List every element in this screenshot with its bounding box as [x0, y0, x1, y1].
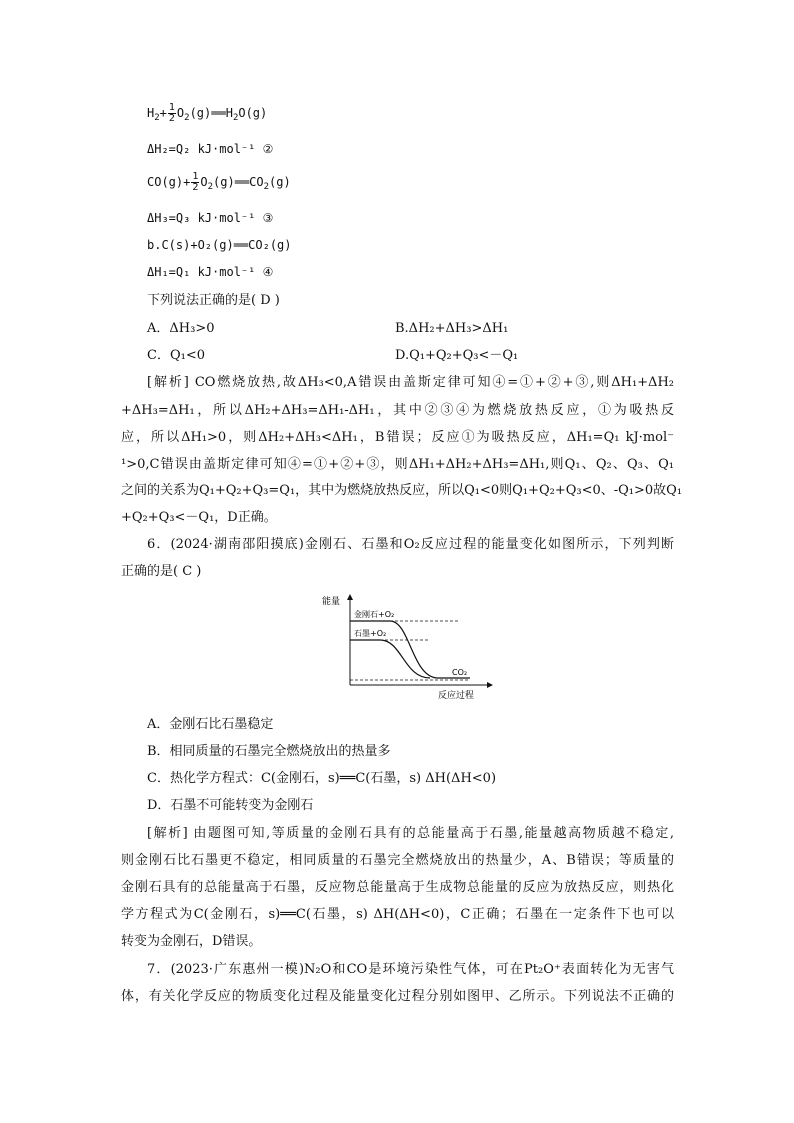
y-axis-label: 能量 [322, 597, 341, 607]
equation-4: b.C(s)+O₂(g)══CO₂(g) [147, 238, 292, 252]
q6-stem-line: 6．(2024·湖南邵阳摸底)金刚石、石墨和O₂反应过程的能量变化如图所示，下列判断 [147, 537, 674, 552]
q7-stem-line: 体，有关化学反应的物质变化过程及能量变化过程分别如图甲、乙所示。下列说法不正确的 [121, 989, 674, 1004]
diamond-label: 金刚石+O₂ [354, 610, 395, 619]
q5-option-c: C．Q₁<0 [147, 348, 205, 363]
q6-explanation-line: 金刚石具有的总能量高于石墨，反应物总能量高于生成物总能量的反应为放热反应，则热化 [121, 880, 674, 895]
q5-explanation-line: +Q₂+Q₃<－Q₁，D正确。 [121, 510, 277, 525]
graphite-label: 石墨+O₂ [354, 629, 387, 638]
q5-option-a: A．ΔH₃>0 [147, 321, 215, 336]
x-axis-label: 反应过程 [438, 691, 475, 701]
q6-option-c: C．热化学方程式：C(金刚石，s)══C(石墨，s) ΔH(ΔH<0) [147, 771, 497, 786]
q5-explanation-line: 应，所以ΔH₁>0，则ΔH₂+ΔH₃<ΔH₁，B错误；反应①为吸热反应，ΔH₁=Q₁ kJ·mol⁻ [121, 430, 674, 445]
q6-option-a: A．金刚石比石墨稳定 [147, 717, 274, 732]
q5-stem: 下列说法正确的是( D ) [147, 293, 280, 308]
product-label: CO₂ [452, 668, 468, 677]
q5-explanation-line: 之间的关系为Q₁+Q₂+Q₃=Q₁，其中为燃烧放热反应，所以Q₁<0则Q₁+Q₂+Q₃<0、-Q₁>0故Q₁ [121, 483, 683, 498]
q5-option-b: B.ΔH₂+ΔH₃>ΔH₁ [395, 321, 509, 336]
delta-h1-line: ΔH₁=Q₁ kJ·mol⁻¹ ④ [147, 265, 274, 279]
q5-explanation-line: ¹>0,C错误由盖斯定律可知④=①+②+③，则ΔH₁+ΔH₂+ΔH₃=ΔH₁,则Q₁、Q₂、Q₃、Q₁ [121, 457, 674, 472]
q6-explanation-line: 则金刚石比石墨更不稳定，相同质量的石墨完全燃烧放出的热量少，A、B错误；等质量的 [121, 853, 674, 868]
q6-explanation-line: 转变为金刚石，D错误。 [121, 934, 262, 949]
q7-stem-line: 7．(2023·广东惠州一模)N₂O和CO是环境污染性气体，可在Pt₂O⁺表面转化为无害气 [147, 962, 674, 977]
q5-explanation-line: [解析] CO燃烧放热,故ΔH₃<0,A错误由盖斯定律可知④=①+②+③,则ΔH₁+ΔH₂ [147, 375, 674, 390]
graphite-curve [350, 640, 430, 678]
q6-stem-line: 正确的是( C ) [121, 564, 202, 579]
q5-explanation-line: +ΔH₃=ΔH₁，所以ΔH₂+ΔH₃=ΔH₁-ΔH₁，其中②③④为燃烧放热反应，①为吸热反 [121, 403, 674, 418]
energy-diagram [320, 590, 500, 705]
q6-option-b: B．相同质量的石墨完全燃烧放出的热量多 [147, 744, 391, 759]
q6-explanation-line: 学方程式为C(金刚石，s)══C(石墨，s) ΔH(ΔH<0)，C正确；石墨在一定条件下也可以 [121, 907, 674, 922]
q6-option-d: D．石墨不可能转变为金刚石 [147, 798, 314, 813]
delta-h3-line: ΔH₃=Q₃ kJ·mol⁻¹ ③ [147, 211, 274, 225]
equation-3: CO(g)+ $\frac{1}{2}$ $O_2(g)══CO_2(g)$ [147, 171, 291, 193]
equation-2: $H_2+$ $\frac{1}{2}$ $O_2(g)══H_2O(g)$ [147, 102, 268, 124]
q5-option-d: D.Q₁+Q₂+Q₃<－Q₁ [395, 348, 519, 363]
delta-h2-line: ΔH₂=Q₂ kJ·mol⁻¹ ② [147, 142, 274, 156]
q6-explanation-line: [解析] 由题图可知,等质量的金刚石具有的总能量高于石墨,能量越高物质越不稳定, [147, 826, 674, 841]
